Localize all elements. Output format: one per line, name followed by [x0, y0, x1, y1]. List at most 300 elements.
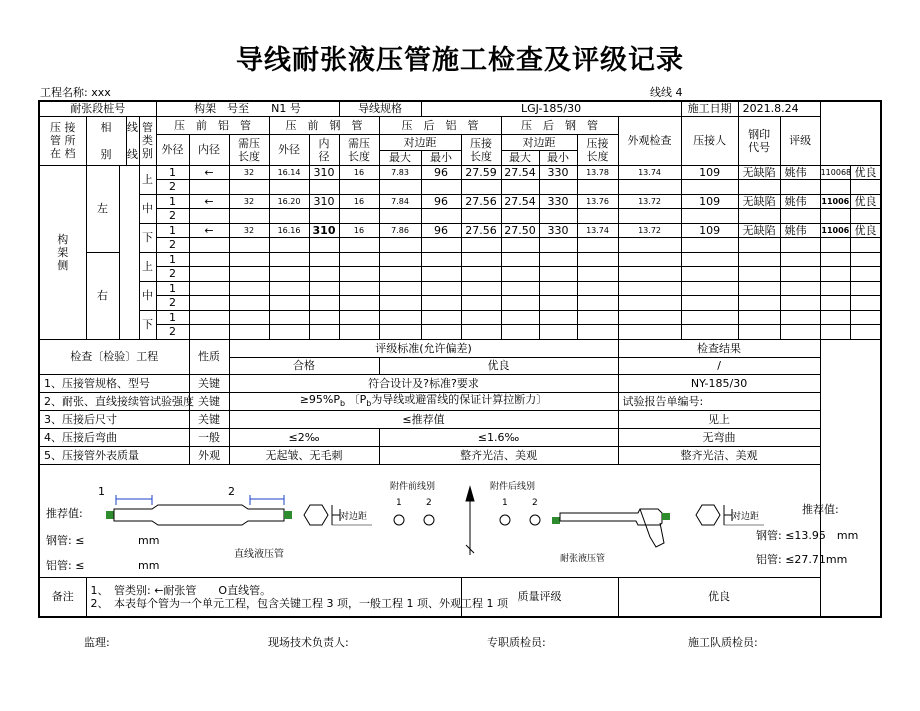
unit-2: mm — [138, 558, 160, 572]
cell-a-len — [539, 180, 577, 195]
cell-op: 姚伟 — [780, 194, 820, 209]
cell-s-len: 96 — [421, 194, 461, 209]
cell-len — [309, 209, 339, 224]
dim-2: 2 — [228, 484, 235, 498]
cell-op — [780, 267, 820, 282]
cell-len — [309, 296, 339, 311]
table-row — [39, 281, 881, 296]
cell-stamp — [820, 209, 850, 224]
table-row — [39, 238, 881, 253]
cell-a-min — [501, 209, 539, 224]
pre-al-head: 压 前 铝 管 — [156, 116, 269, 134]
cell-a-len: 330 — [539, 165, 577, 180]
cell-s-min — [618, 252, 681, 267]
cell-a-min — [501, 238, 539, 253]
wire-head: 线 线 — [126, 116, 139, 165]
cell-od — [229, 281, 269, 296]
cell-a-len: 330 — [539, 223, 577, 238]
cell-od: 32 — [229, 165, 269, 180]
cell-s-plen — [681, 310, 738, 325]
dim-1: 1 — [98, 484, 105, 498]
cell-s-len — [421, 310, 461, 325]
rec-left: 推荐值: — [46, 506, 83, 520]
cell-s-od — [339, 267, 379, 282]
cell-s-min — [618, 325, 681, 340]
cell-od — [229, 325, 269, 340]
cell-s-min — [618, 209, 681, 224]
pre-al-len-head: 需压 长度 — [229, 134, 269, 165]
table-row — [39, 267, 881, 282]
post-al-head: 压 后 铝 管 — [379, 116, 501, 134]
cell-len — [309, 325, 339, 340]
cell-s-plen — [681, 267, 738, 282]
criteria-head: 评级标准(允许偏差) — [229, 339, 618, 357]
cell-stamp — [820, 296, 850, 311]
date-value: 2021.8.24 — [738, 101, 820, 116]
cell-op — [780, 296, 820, 311]
cell-s-plen — [681, 252, 738, 267]
cell-s-max — [577, 281, 618, 296]
cell-s-min — [618, 238, 681, 253]
inspection-form — [38, 100, 882, 618]
cell-op — [780, 252, 820, 267]
cell-s-id — [379, 267, 421, 282]
cell-visual: 无缺陷 — [738, 165, 780, 180]
cell-a-min: 27.50 — [501, 223, 539, 238]
cell-op — [780, 310, 820, 325]
tube-type — [189, 180, 229, 195]
qc-sign: 专职质检员: — [487, 636, 546, 649]
cell-len: 310 — [309, 165, 339, 180]
tube-type — [189, 209, 229, 224]
cell-a-max — [461, 267, 501, 282]
post-steel-head: 压 后 钢 管 — [501, 116, 618, 134]
cell-s-len — [421, 281, 461, 296]
cell-od — [229, 296, 269, 311]
cell-s-max: 13.74 — [577, 223, 618, 238]
cell-stamp — [820, 180, 850, 195]
table-row — [39, 223, 881, 238]
cell-stamp: 110068 — [820, 165, 850, 180]
cell-stamp — [820, 267, 850, 282]
rear-circle-1 — [500, 515, 510, 525]
cell-s-id — [379, 310, 421, 325]
cell-s-len — [421, 252, 461, 267]
side-label: 构 架 侧 — [39, 165, 86, 339]
cell-stamp — [820, 325, 850, 340]
cell-grade — [851, 281, 881, 296]
wire-no: 1 — [156, 165, 189, 180]
post-steel-len-head: 压接 长度 — [577, 134, 618, 165]
wire-no: 2 — [156, 296, 189, 311]
tube-type — [189, 281, 229, 296]
post-al-len-head: 压接 长度 — [461, 134, 501, 165]
tube-type — [189, 296, 229, 311]
wire-no: 1 — [156, 194, 189, 209]
cell-od — [229, 252, 269, 267]
cell-s-plen — [681, 325, 738, 340]
cell-s-id — [379, 180, 421, 195]
cell-s-id: 7.83 — [379, 165, 421, 180]
nature-head: 性质 — [189, 339, 229, 374]
phase-down: 下 — [139, 310, 156, 339]
cell-s-od — [339, 252, 379, 267]
table-row — [39, 209, 881, 224]
item-3-std: ≤推荐值 — [229, 410, 618, 428]
cell-s-max — [577, 180, 618, 195]
cell-stamp — [820, 281, 850, 296]
cell-visual — [738, 267, 780, 282]
rear-label: 附件后线别 — [490, 481, 536, 492]
cell-od: 32 — [229, 223, 269, 238]
post-steel-flat-head: 对边距 — [501, 134, 577, 150]
side-right: 右 — [86, 252, 119, 339]
cell-op: 姚伟 — [780, 165, 820, 180]
cell-s-min — [618, 267, 681, 282]
cell-visual — [738, 310, 780, 325]
wire-no: 2 — [156, 267, 189, 282]
cell-od — [229, 180, 269, 195]
tension-tube-icon — [552, 509, 670, 547]
cell-s-plen: 109 — [681, 165, 738, 180]
cell-s-min: 13.74 — [618, 165, 681, 180]
cell-visual — [738, 252, 780, 267]
tube-type — [189, 252, 229, 267]
cell-s-id — [379, 296, 421, 311]
cell-s-min — [618, 180, 681, 195]
quality-value: 优良 — [618, 577, 820, 617]
cell-a-len — [539, 252, 577, 267]
cell-a-len — [539, 238, 577, 253]
cell-s-max: 13.76 — [577, 194, 618, 209]
cell-a-max — [461, 238, 501, 253]
cell-id — [269, 296, 309, 311]
cell-od — [229, 238, 269, 253]
result-head: 检查结果 — [618, 339, 820, 357]
cell-s-od — [339, 296, 379, 311]
post-steel-min-head: 最小 — [539, 150, 577, 165]
phase-up: 上 — [139, 165, 156, 194]
cell-a-min — [501, 325, 539, 340]
cell-id — [269, 209, 309, 224]
post-al-max-head: 最大 — [379, 150, 421, 165]
table-row — [39, 252, 881, 267]
diagram-cell — [39, 464, 859, 577]
phase-mid: 中 — [139, 194, 156, 223]
post-steel-max-head: 最大 — [501, 150, 539, 165]
good-head: 优良 — [379, 357, 618, 374]
cell-s-plen — [681, 209, 738, 224]
rec-right: 推荐值: — [802, 502, 839, 516]
cell-a-len — [539, 281, 577, 296]
cell-stamp — [820, 310, 850, 325]
straight-label: 直线液压管 — [234, 548, 284, 560]
cell-visual — [738, 281, 780, 296]
cell-visual: 无缺陷 — [738, 223, 780, 238]
pass-head: 合格 — [229, 357, 379, 374]
cell-len — [309, 252, 339, 267]
item-3: 3、压接后尺寸 — [39, 410, 189, 428]
pre-steel-id-head: 内 径 — [309, 134, 339, 165]
cell-id — [269, 325, 309, 340]
cell-a-len — [539, 296, 577, 311]
cell-od: 32 — [229, 194, 269, 209]
cell-s-len — [421, 180, 461, 195]
item-4-result: 无弯曲 — [618, 428, 820, 446]
cell-od — [229, 267, 269, 282]
flat-label-1: 对边距 — [340, 511, 368, 522]
tube-type — [189, 238, 229, 253]
cell-visual — [738, 180, 780, 195]
cell-grade — [851, 180, 881, 195]
cell-id — [269, 310, 309, 325]
cell-a-len — [539, 325, 577, 340]
cell-a-max — [461, 310, 501, 325]
pre-steel-len-head: 需压 长度 — [339, 134, 379, 165]
position-head: 压 接 管 所 在 档 — [39, 116, 86, 165]
cell-s-min — [618, 296, 681, 311]
cell-grade — [851, 252, 881, 267]
item-1-result: NY-185/30 — [618, 374, 820, 392]
cell-a-max: 27.56 — [461, 194, 501, 209]
cell-s-max — [577, 296, 618, 311]
cell-s-od — [339, 310, 379, 325]
line-number: 线线 4 — [650, 86, 683, 99]
cell-grade — [851, 325, 881, 340]
cell-s-id — [379, 209, 421, 224]
front-label: 附件前线别 — [390, 481, 436, 492]
cell-s-od — [339, 180, 379, 195]
cell-s-len — [421, 238, 461, 253]
table-row — [39, 194, 881, 209]
cell-s-od: 16 — [339, 223, 379, 238]
wire-no: 1 — [156, 252, 189, 267]
wire-no: 1 — [156, 281, 189, 296]
phase-up: 上 — [139, 252, 156, 281]
cell-s-id — [379, 252, 421, 267]
visual-head: 外观检查 — [618, 116, 681, 165]
cell-s-od — [339, 209, 379, 224]
cell-id — [269, 238, 309, 253]
item-4-good: ≤1.6‰ — [379, 428, 618, 446]
cell-stamp: 11006 — [820, 223, 850, 238]
cell-s-od: 16 — [339, 194, 379, 209]
table-row — [39, 310, 881, 325]
wire-no: 2 — [156, 325, 189, 340]
tension-label: 耐张液压管 — [560, 553, 606, 564]
cell-a-min — [501, 281, 539, 296]
cell-id — [269, 252, 309, 267]
front-1: 1 — [396, 497, 402, 508]
cell-visual — [738, 238, 780, 253]
cell-stamp: 11006 — [820, 194, 850, 209]
item-5-good: 整齐光洁、美观 — [379, 446, 618, 464]
pre-steel-head: 压 前 钢 管 — [269, 116, 379, 134]
pre-al-id-head: 内径 — [189, 134, 229, 165]
cell-len: 310 — [309, 194, 339, 209]
cell-op — [780, 325, 820, 340]
cell-s-max — [577, 310, 618, 325]
cell-id — [269, 281, 309, 296]
cell-grade — [851, 238, 881, 253]
item-4: 4、压接后弯曲 — [39, 428, 189, 446]
cell-a-max — [461, 209, 501, 224]
quality-label: 质量评级 — [461, 577, 618, 617]
cell-grade: 优良 — [851, 194, 881, 209]
item-1: 1、压接管规格、型号 — [39, 374, 189, 392]
rear-1: 1 — [502, 497, 508, 508]
cell-s-plen — [681, 238, 738, 253]
cell-s-min — [618, 281, 681, 296]
item-3-nature: 关键 — [189, 410, 229, 428]
remark-label: 备注 — [39, 577, 86, 617]
pre-al-od-head: 外径 — [156, 134, 189, 165]
item-5-result: 整齐光洁、美观 — [618, 446, 820, 464]
front-circle-1 — [394, 515, 404, 525]
cell-a-len: 330 — [539, 194, 577, 209]
phase-head: 相 别 — [86, 116, 126, 165]
al-right: 铝管: ≤27.71mm — [756, 552, 848, 566]
wire-no: 2 — [156, 209, 189, 224]
result-slash: / — [618, 357, 820, 374]
cell-op — [780, 209, 820, 224]
cell-len — [309, 310, 339, 325]
item-5-nature: 外观 — [189, 446, 229, 464]
stamp-head: 钢印 代号 — [738, 116, 780, 165]
flat-label-2: 对边距 — [732, 511, 760, 522]
cell-a-min — [501, 180, 539, 195]
tower-label: 构架 号至 N1 号 — [156, 101, 339, 116]
table-row — [39, 180, 881, 195]
cell-visual — [738, 209, 780, 224]
cell-s-len — [421, 267, 461, 282]
item-1-nature: 关键 — [189, 374, 229, 392]
team-qc-sign: 施工队质检员: — [688, 636, 758, 649]
phase-mid: 中 — [139, 281, 156, 310]
cell-a-max — [461, 281, 501, 296]
cell-op: 姚伟 — [780, 223, 820, 238]
cell-s-len — [421, 209, 461, 224]
cell-s-id: 7.86 — [379, 223, 421, 238]
rear-2: 2 — [532, 497, 538, 508]
cell-s-od: 16 — [339, 165, 379, 180]
table-row — [39, 165, 881, 180]
item-head: 检查〔检验〕工程 — [39, 339, 189, 374]
segment-label: 耐张段桩号 — [39, 101, 156, 116]
cell-op — [780, 238, 820, 253]
wire-no: 2 — [156, 180, 189, 195]
steel-left: 钢管: ≤ — [46, 533, 85, 547]
cell-s-plen — [681, 281, 738, 296]
cell-id: 16.14 — [269, 165, 309, 180]
tube-type: ← — [189, 194, 229, 209]
straight-tube-icon — [106, 495, 292, 525]
cell-len: 310 — [309, 223, 339, 238]
cell-id: 16.20 — [269, 194, 309, 209]
item-2-nature: 关键 — [189, 392, 229, 410]
cell-s-od — [339, 238, 379, 253]
cell-a-len — [539, 267, 577, 282]
pre-steel-od-head: 外径 — [269, 134, 309, 165]
item-2: 2、耐张、直线接续管试验强度 — [39, 392, 189, 410]
cell-a-max: 27.59 — [461, 165, 501, 180]
front-2: 2 — [426, 497, 432, 508]
cell-a-max — [461, 325, 501, 340]
date-label: 施工日期 — [681, 101, 738, 116]
wire-no: 1 — [156, 223, 189, 238]
cell-a-max — [461, 180, 501, 195]
cell-grade: 优良 — [851, 223, 881, 238]
item-5-pass: 无起皱、无毛刺 — [229, 446, 379, 464]
cell-op — [780, 180, 820, 195]
cell-a-min — [501, 252, 539, 267]
cell-visual — [738, 325, 780, 340]
cell-a-min — [501, 310, 539, 325]
cell-id — [269, 180, 309, 195]
item-2-std: $\ge 95\%P_b$ 〔$P_b$为导线或避雷线的保证计算拉断力〕 — [229, 392, 618, 410]
cell-s-id: 7.84 — [379, 194, 421, 209]
cell-s-min — [618, 310, 681, 325]
wire-no: 2 — [156, 238, 189, 253]
item-5: 5、压接管外表质量 — [39, 446, 189, 464]
direction-arrow-icon — [466, 487, 474, 555]
cell-a-len — [539, 209, 577, 224]
spec-value: LGJ-185/30 — [421, 101, 681, 116]
cell-s-id — [379, 281, 421, 296]
cell-a-min — [501, 267, 539, 282]
front-circle-2 — [424, 515, 434, 525]
cell-s-plen — [681, 180, 738, 195]
cell-s-len — [421, 296, 461, 311]
diagram — [40, 465, 882, 577]
table-row — [39, 325, 881, 340]
item-1-std: 符合设计及?标准?要求 — [229, 374, 618, 392]
post-al-min-head: 最小 — [421, 150, 461, 165]
cell-s-id — [379, 238, 421, 253]
cell-grade — [851, 296, 881, 311]
wire-no: 1 — [156, 310, 189, 325]
cell-s-min: 13.72 — [618, 194, 681, 209]
cell-a-max — [461, 296, 501, 311]
tube-type — [189, 267, 229, 282]
cell-grade — [851, 267, 881, 282]
cell-op — [780, 281, 820, 296]
cell-grade — [851, 310, 881, 325]
unit-1: mm — [138, 533, 160, 547]
tube-type — [189, 325, 229, 340]
cell-id: 16.16 — [269, 223, 309, 238]
cell-stamp — [820, 252, 850, 267]
project-name: 工程名称: xxx — [40, 86, 111, 99]
cell-s-max — [577, 209, 618, 224]
steel-right: 钢管: ≤13.95 mm — [756, 528, 859, 542]
cell-s-min: 13.72 — [618, 223, 681, 238]
cell-visual: 无缺陷 — [738, 194, 780, 209]
cell-grade — [851, 209, 881, 224]
remark-text: 1、 管类别: ←耐张管 O直线管。 2、 本表每个管为一个单元工程，包含关键工程 3 项，一般工程 1 项、外观工程 1 项 — [86, 577, 461, 617]
rear-circle-2 — [530, 515, 540, 525]
spec-label: 导线规格 — [339, 101, 421, 116]
cell-s-od — [339, 325, 379, 340]
type-head: 管 类 别 — [139, 116, 156, 165]
item-3-result: 见上 — [618, 410, 820, 428]
tube-type — [189, 310, 229, 325]
cell-s-id — [379, 325, 421, 340]
al-left: 铝管: ≤ — [46, 558, 85, 572]
cell-a-len — [539, 310, 577, 325]
cell-id — [269, 267, 309, 282]
cell-a-min — [501, 296, 539, 311]
